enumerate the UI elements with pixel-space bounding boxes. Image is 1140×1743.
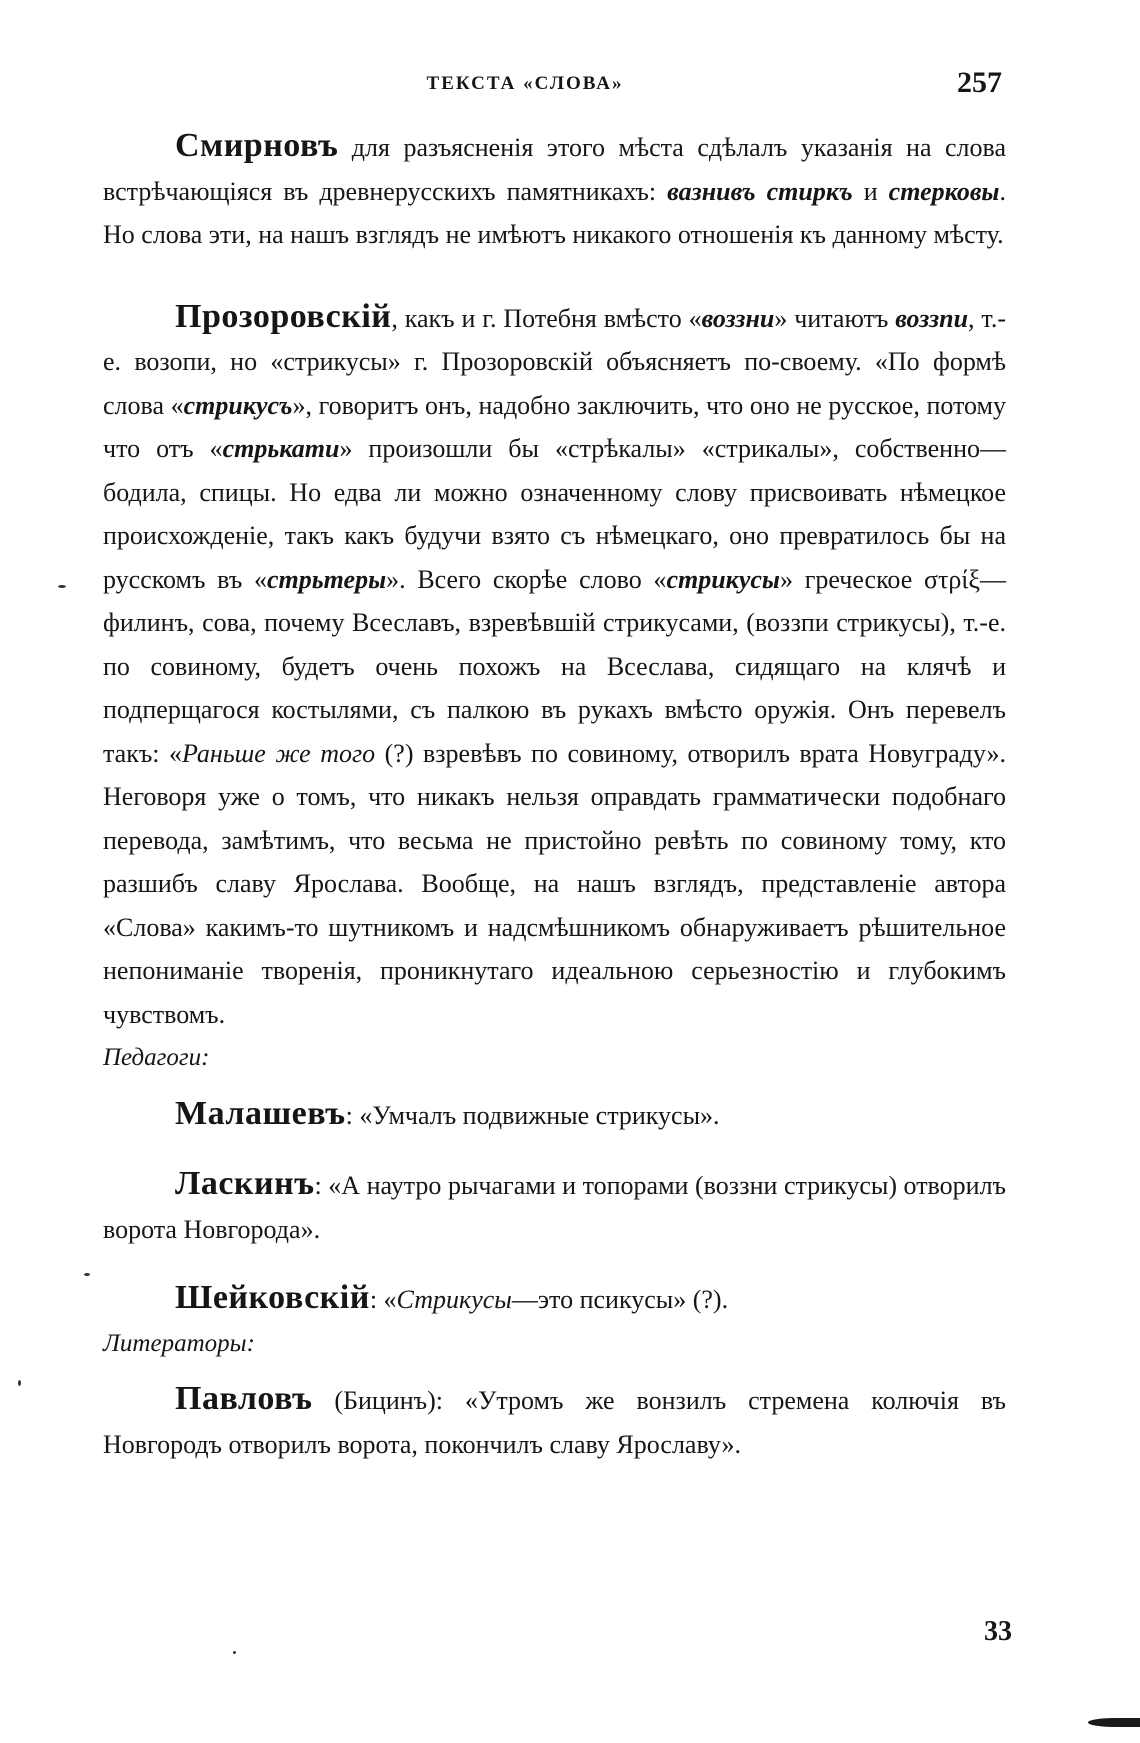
running-title: ТЕКСТА «СЛОВА» (426, 73, 624, 94)
author-name: Ласкинъ (175, 1165, 315, 1202)
entry-sheikovsky: Шейковскій: «Стрикусы—это псикусы» (?). (175, 1279, 729, 1316)
quoted-term: стерковы (888, 176, 1000, 206)
paragraph-smirnov: Смирновъ для разъясненія этого мѣста сдѣлалъ указанія на слова встрѣчающіяся въ древнерусскихъ памятникахъ: вазнивъ стиркъ и стерковы. Но слова эти, на нашъ взглядъ не имѣютъ никакого отношенія къ данному мѣсту. (103, 127, 1006, 249)
page-number: 257 (957, 66, 1002, 99)
signature-mark: 33 (984, 1616, 1012, 1647)
entry-pavlov: Павловъ (Бицинъ): «Утромъ же вонзилъ стремена колючія въ Новгородъ отворилъ ворота, покончилъ славу Ярославу». (103, 1380, 1006, 1459)
entry-laskin: Ласкинъ: «А наутро рычагами и топорами (воззни стрикусы) отворилъ ворота Новгорода». (103, 1165, 1006, 1244)
author-name: Малашевъ (175, 1094, 346, 1132)
author-name: Павловъ (175, 1380, 313, 1417)
scan-speck (233, 1651, 236, 1654)
quoted-term: воззни (701, 303, 775, 333)
quoted-term: стрьтеры (267, 564, 387, 594)
scan-speck (58, 585, 66, 588)
quoted-term: Раньше же того (182, 738, 376, 768)
section-heading-pedagogues: Педагоги: (103, 1044, 210, 1071)
paragraph-prozorovsky: Прозоровскій, какъ и г. Потебня вмѣсто «воззни» читаютъ воззпи, т.-е. возопи, но «стрикусы» г. Прозоровскій объясняетъ по-своему. «По формѣ слова «стрикусъ», говоритъ онъ, надобно заключить, что оно не русское, потому что отъ «стрькати» произошли бы «стрѣкалы» «стрикалы», собственно—бодила, спицы. Но едва ли можно означенному слову присвоивать нѣмецкое происхожденіе, такъ какъ будучи взято съ нѣмецкаго, оно превратилось бы на русскомъ въ «стрьтеры». Всего скорѣе слово «стрикусы» греческое στρίξ—филинъ, сова, почему Всеславъ, взревѣвшій стрикусами, (воззпи стрикусы), т.-е. по совиному, будетъ очень похожъ на Всеслава, сидящаго на клячѣ и подперщагося костылями, съ палкою въ рукахъ вмѣсто оружія. Онъ перевелъ такъ: «Раньше же того (?) взревѣвъ по совиному, отворилъ врата Новуграду». Неговоря уже о томъ, что никакъ нельзя оправдать грамматически подобнаго перевода, замѣтимъ, что весьма не пристойно ревѣть по совиному тому, кто разшибъ славу Ярослава. Вообще, на нашъ взглядъ, представленіе автора «Слова» какимъ-то шутникомъ и надсмѣшникомъ обнаруживаетъ рѣшительное непониманіе творенія, проникнутаго идеальною серьезностію и глубокимъ чувствомъ. (103, 297, 1007, 1029)
entry-malashev: Малашевъ: «Умчалъ подвижные стрикусы». (175, 1094, 720, 1132)
scan-smudge (1088, 1718, 1140, 1727)
quoted-term: вазнивъ стиркъ (667, 176, 853, 206)
quoted-term: Стрикусы (396, 1285, 512, 1314)
quoted-term: стрикусъ (183, 390, 293, 420)
section-heading-literati: Литераторы: (103, 1329, 255, 1357)
scan-speck (18, 1380, 21, 1386)
author-name: Прозоровскій (175, 297, 392, 335)
scan-speck (84, 1273, 90, 1276)
quoted-term: стрикусы (666, 564, 780, 594)
author-name: Шейковскій (175, 1279, 370, 1316)
quoted-term: воззпи (895, 303, 969, 333)
author-name: Смирновъ (175, 127, 339, 164)
quoted-term: стрькати (222, 434, 340, 463)
page-body (103, 124, 1006, 1466)
